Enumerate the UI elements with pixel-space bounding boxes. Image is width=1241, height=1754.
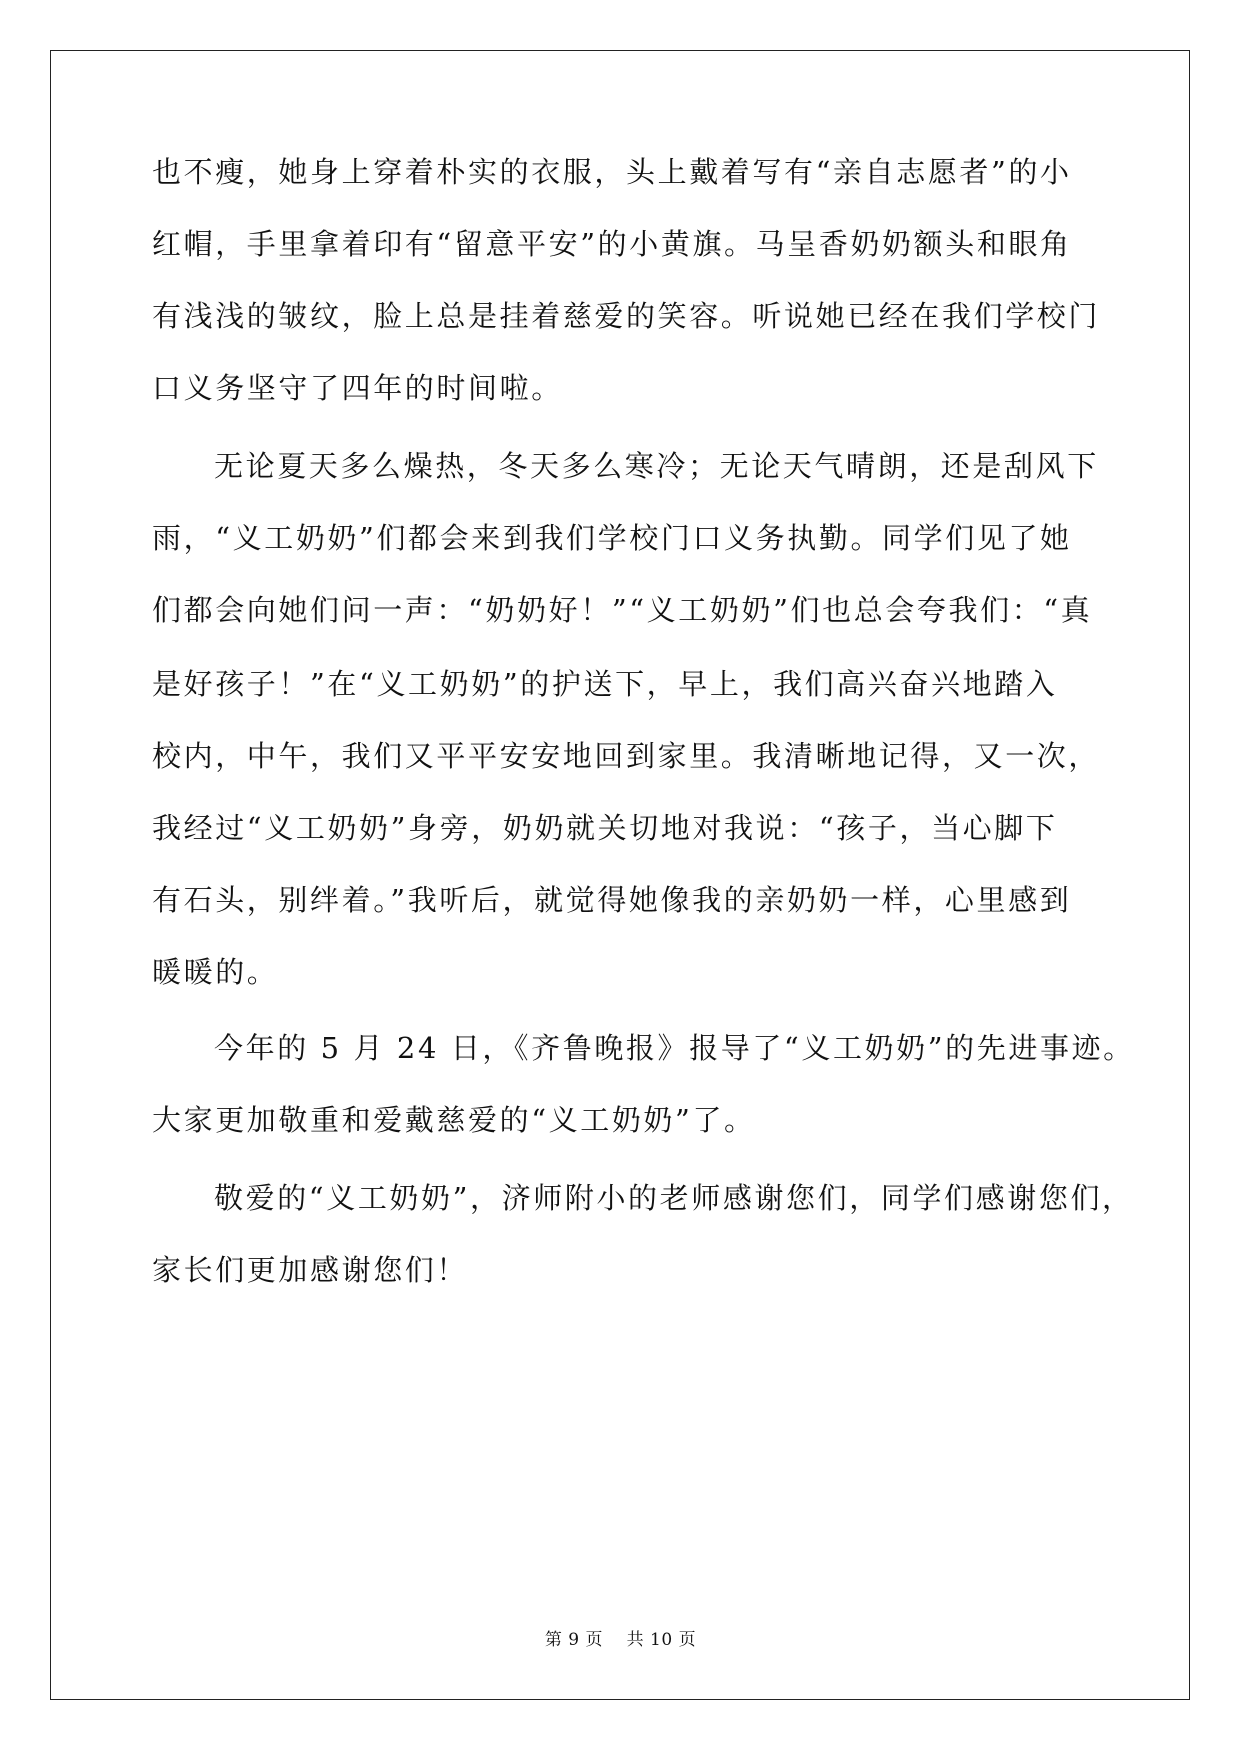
body-line: 雨，“义工奶奶”们都会来到我们学校门口义务执勤。同学们见了她 (152, 521, 1072, 555)
body-line: 有浅浅的皱纹，脸上总是挂着慈爱的笑容。听说她已经在我们学校门 (152, 299, 1101, 333)
body-line: 们都会向她们问一声：“奶奶好！”“义工奶奶”们也总会夸我们：“真 (152, 593, 1093, 627)
body-line: 我经过“义工奶奶”身旁，奶奶就关切地对我说：“孩子，当心脚下 (152, 811, 1058, 845)
body-line: 暖暖的。 (152, 955, 279, 989)
body-line: 红帽，手里拿着印有“留意平安”的小黄旗。马呈香奶奶额头和眼角 (152, 227, 1072, 261)
body-line: 口义务坚守了四年的时间啦。 (152, 371, 563, 405)
body-line: 大家更加敬重和爱戴慈爱的“义工奶奶”了。 (152, 1103, 756, 1137)
paragraph-first-line: 今年的 5 月 24 日，《齐鲁晚报》报导了“义工奶奶”的先进事迹。 (214, 1031, 1135, 1065)
page-footer: 第 9 页 共 10 页 (544, 1630, 697, 1650)
body-line: 家长们更加感谢您们！ (152, 1253, 469, 1287)
body-line: 有石头，别绊着。”我听后，就觉得她像我的亲奶奶一样，心里感到 (152, 883, 1072, 917)
body-line: 校内，中午，我们又平平安安地回到家里。我清晰地记得，又一次， (152, 739, 1101, 773)
paragraph-first-line: 敬爱的“义工奶奶”，济师附小的老师感谢您们，同学们感谢您们， (214, 1181, 1134, 1215)
paragraph-first-line: 无论夏天多么燥热，冬天多么寒冷；无论天气晴朗，还是刮风下 (214, 449, 1099, 483)
body-line: 也不瘦，她身上穿着朴实的衣服，头上戴着写有“亲自志愿者”的小 (152, 155, 1072, 189)
body-line: 是好孩子！”在“义工奶奶”的护送下，早上，我们高兴奋兴地踏入 (152, 667, 1058, 701)
